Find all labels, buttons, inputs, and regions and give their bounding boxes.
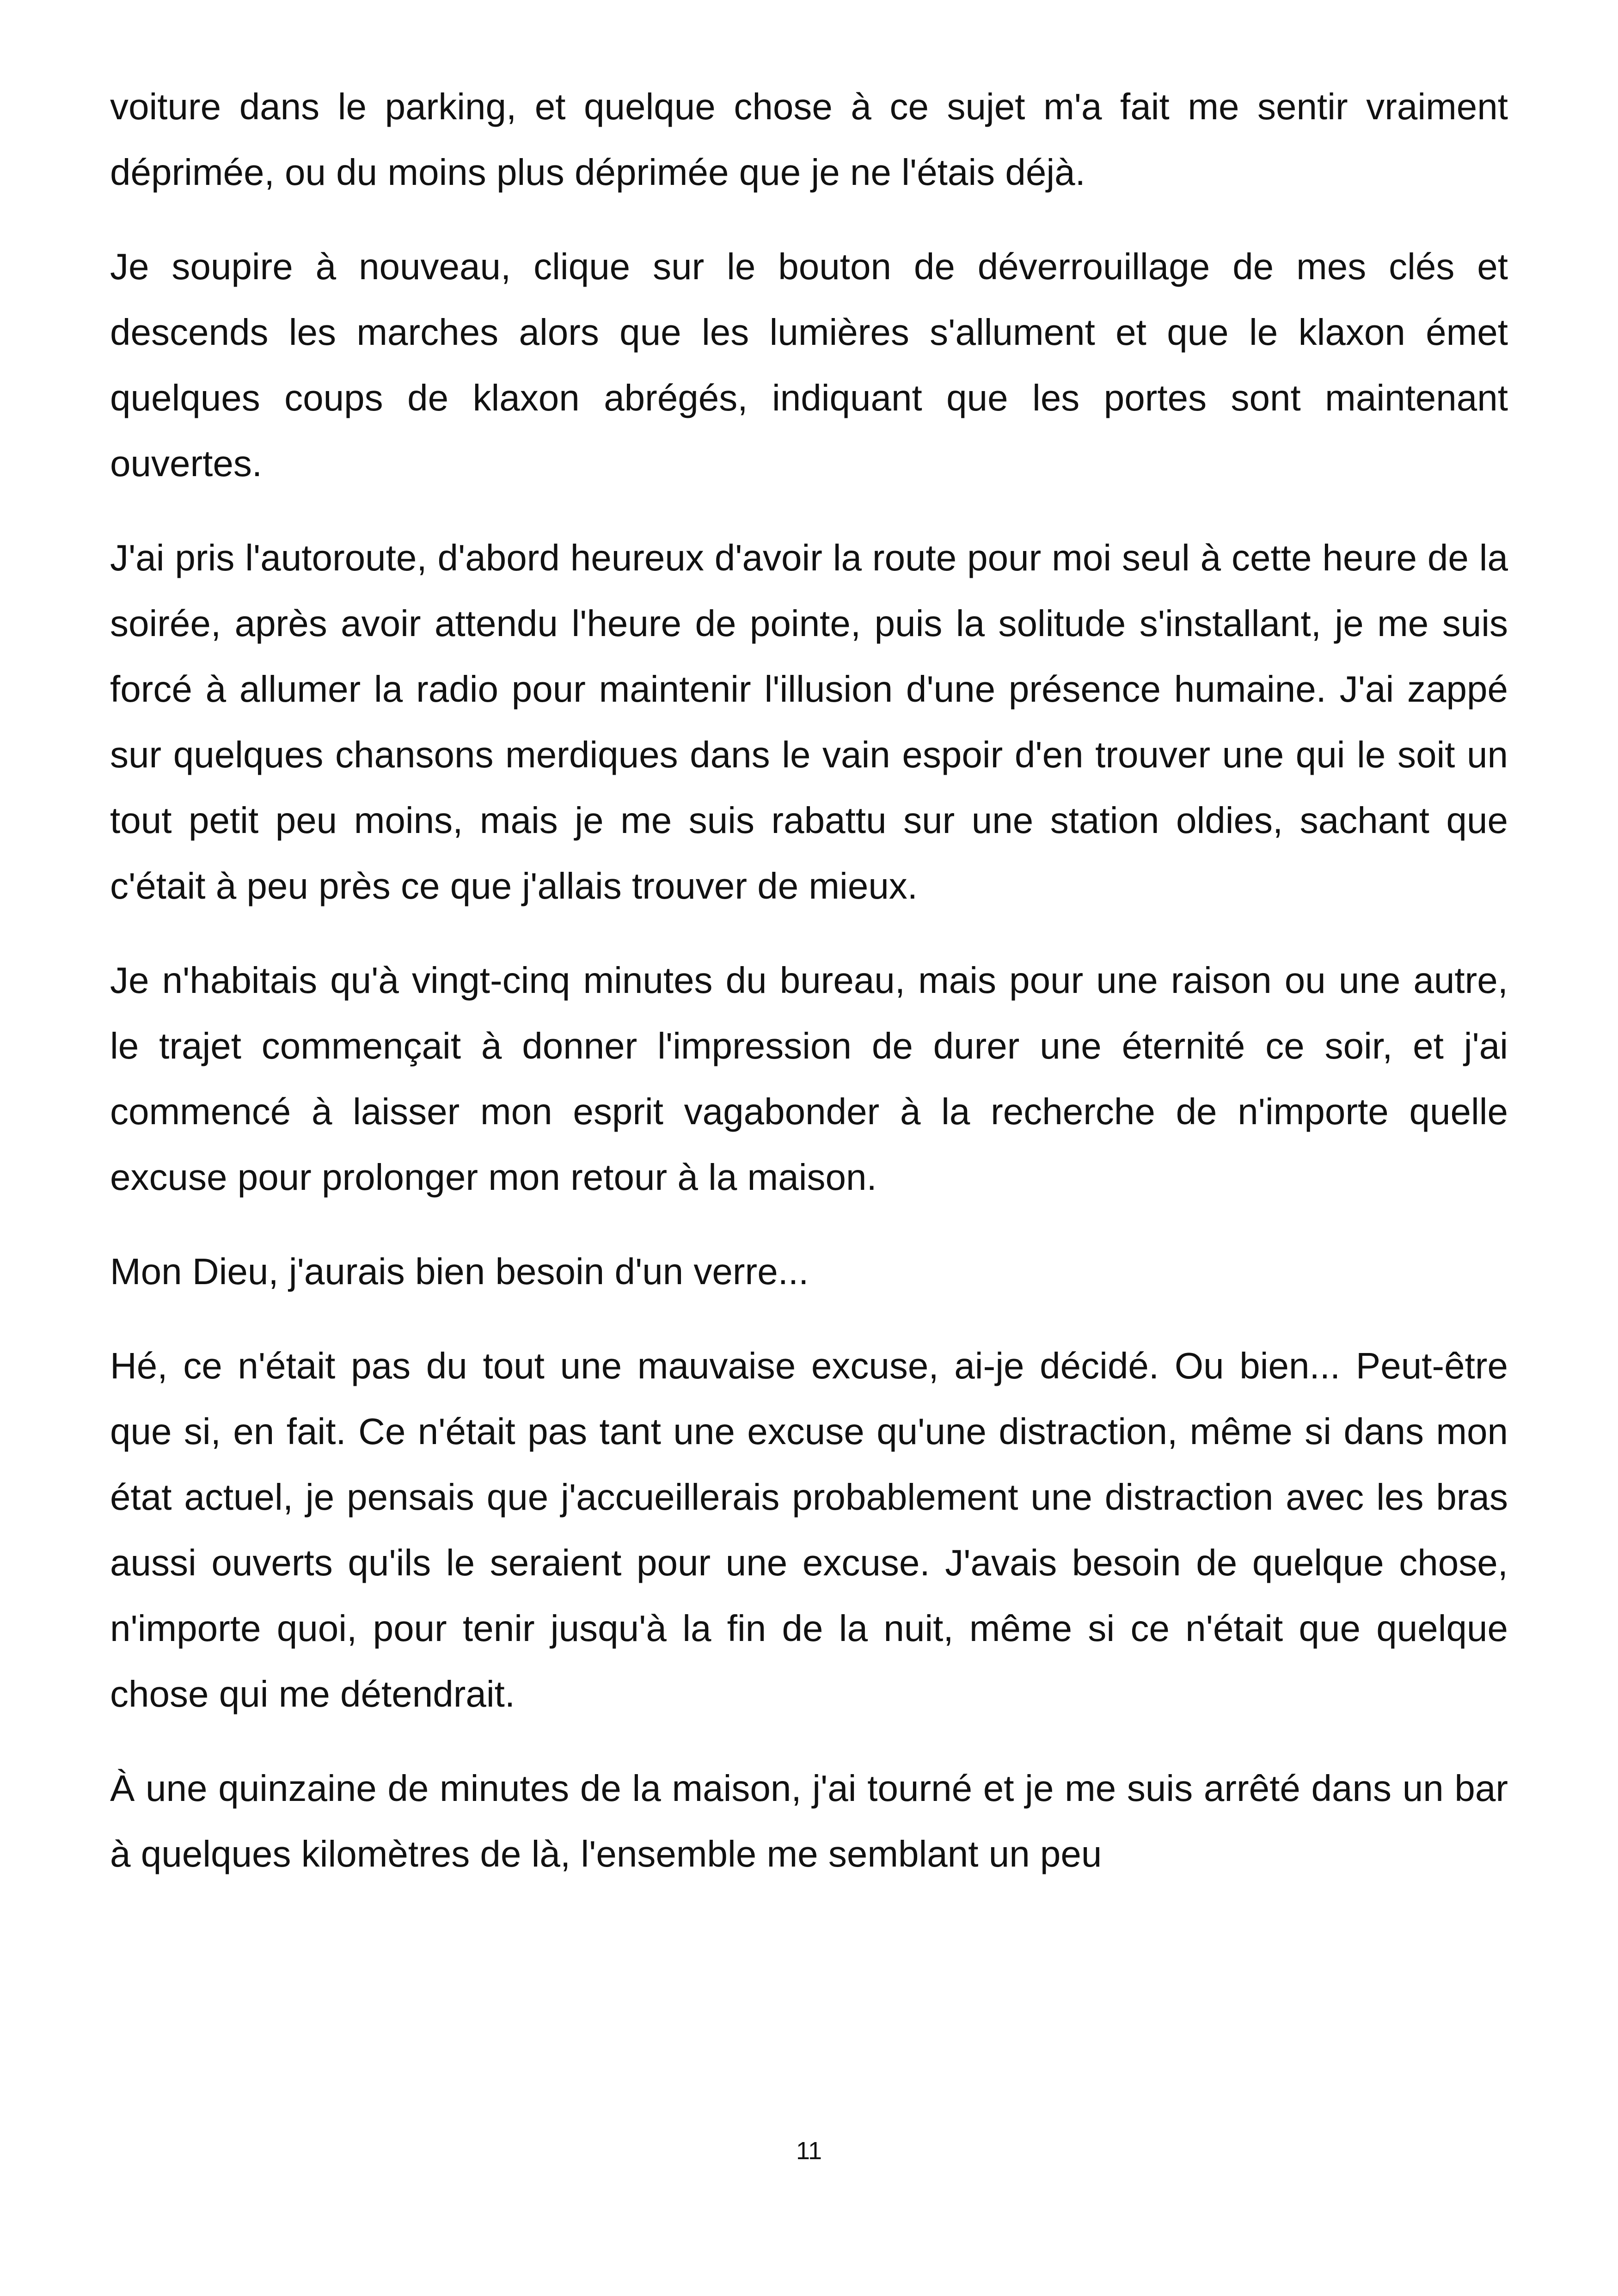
paragraph-4: Je n'habitais qu'à vingt-cinq minutes du bureau, mais pour une raison ou une autre, le trajet commençait à donner l'impression de durer une éternité ce soir, et j'ai commencé à laisser mon esprit vagabonder à la recherche de n'importe quelle excuse pour prolonger mon retour à la maison. — [110, 960, 1508, 1198]
body-text — [110, 74, 1508, 1916]
paragraph-5: Mon Dieu, j'aurais bien besoin d'un verre... — [110, 1251, 809, 1292]
page-number: 11 — [796, 2137, 822, 2165]
paragraph-1: voiture dans le parking, et quelque chose à ce sujet m'a fait me sentir vraiment déprimée, ou du moins plus déprimée que je ne l'étais déjà. — [110, 86, 1508, 193]
paragraph-6: Hé, ce n'était pas du tout une mauvaise excuse, ai-je décidé. Ou bien... Peut-être que si, en fait. Ce n'était pas tant une excuse qu'une distraction, même si dans mon état actuel, je pensais que j'accueillerais probablement une distraction avec les bras aussi ouverts qu'ils le seraient pour une excuse. J'avais besoin de quelque chose, n'importe quoi, pour tenir jusqu'à la fin de la nuit, même si ce n'était que quelque chose qui me détendrait. — [110, 1345, 1508, 1714]
paragraph-3: J'ai pris l'autoroute, d'abord heureux d'avoir la route pour moi seul à cette heure de la soirée, après avoir attendu l'heure de pointe, puis la solitude s'installant, je me suis forcé à allumer la radio pour maintenir l'illusion d'une présence humaine. J'ai zappé sur quelques chansons merdiques dans le vain espoir d'en trouver une qui le soit un tout petit peu moins, mais je me suis rabattu sur une station oldies, sachant que c'était à peu près ce que j'allais trouver de mieux. — [110, 537, 1508, 906]
paragraph-2: Je soupire à nouveau, clique sur le bouton de déverrouillage de mes clés et descends les marches alors que les lumières s'allument et que le klaxon émet quelques coups de klaxon abrégés, indiquant que les portes sont maintenant ouvertes. — [110, 246, 1508, 484]
paragraph-7: À une quinzaine de minutes de la maison, j'ai tourné et je me suis arrêté dans un bar à quelques kilomètres de là, l'ensemble me semblant un peu — [110, 1768, 1508, 1874]
